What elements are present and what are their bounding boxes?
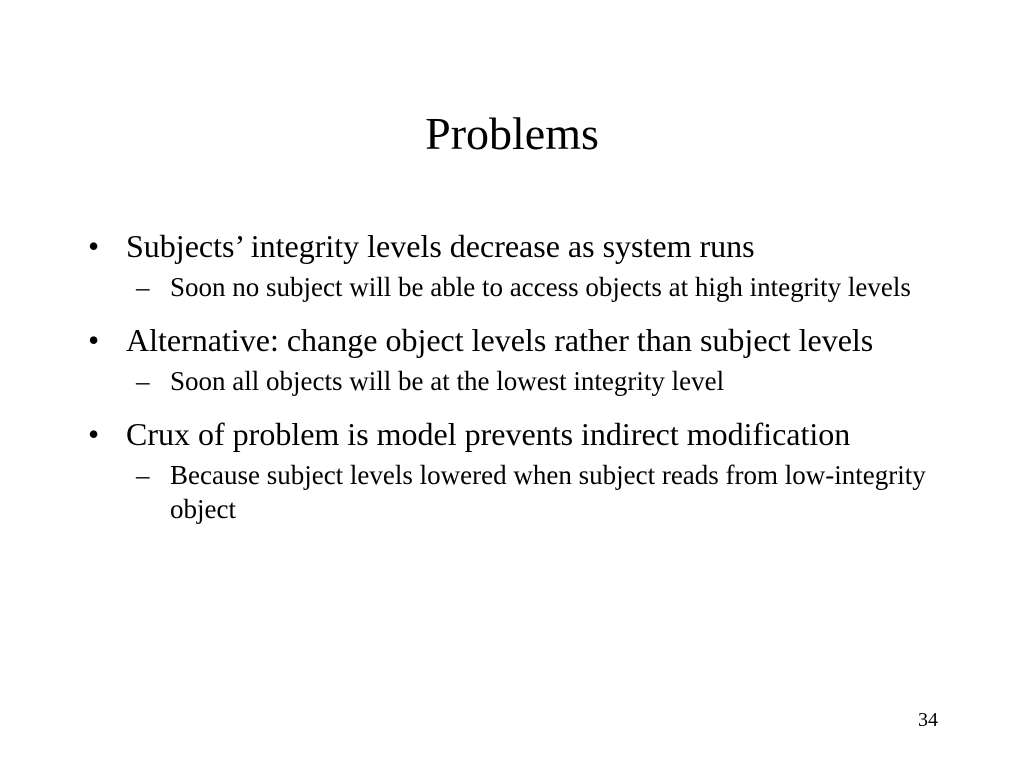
sub-bullet-text: Because subject levels lowered when subject reads from low-integrity object	[170, 460, 926, 524]
bullet-text: Crux of problem is model prevents indirect modification	[126, 416, 851, 452]
bullet-text: Subjects’ integrity levels decrease as system runs	[126, 228, 755, 264]
bullet-marker: •	[88, 228, 100, 264]
sub-bullet-item	[126, 458, 942, 526]
bullet-marker: •	[88, 416, 100, 452]
bullet-list	[82, 226, 942, 526]
page-number: 34	[918, 709, 938, 731]
bullet-item	[82, 226, 942, 266]
slide-title: Problems	[425, 108, 599, 159]
sub-bullet-item	[126, 364, 942, 398]
sub-bullet-item	[126, 270, 942, 304]
bullet-item	[82, 414, 942, 454]
sub-bullet-marker: –	[136, 272, 150, 302]
bullet-marker: •	[88, 322, 100, 358]
bullet-text: Alternative: change object levels rather than subject levels	[126, 322, 874, 358]
sub-bullet-text: Soon no subject will be able to access objects at high integrity levels	[170, 272, 911, 302]
sub-bullet-text: Soon all objects will be at the lowest integrity level	[170, 366, 725, 396]
bullet-item	[82, 320, 942, 360]
sub-bullet-marker: –	[136, 366, 150, 396]
sub-bullet-marker: –	[136, 460, 150, 490]
